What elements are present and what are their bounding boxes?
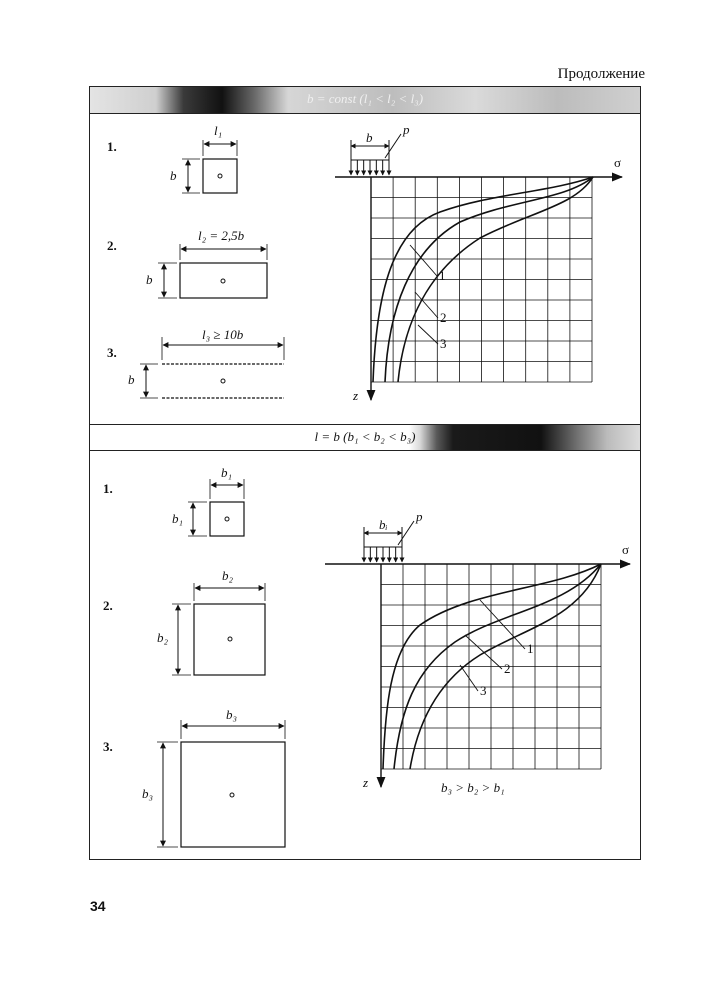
top-item-2-number: 2. [107,238,117,253]
top-footprint-1 [203,159,237,193]
bottom-grid [381,564,601,769]
bottom-curve-label-3: 3 [480,683,487,698]
top-curve-label-1: 1 [439,268,446,283]
bottom-curve-label-2: 2 [504,661,511,676]
top-curve-label-3: 3 [440,336,447,351]
continued-label: Продолжение [557,66,645,82]
top-item-3-number: 3. [107,345,117,360]
bottom-load-width-label: bᵢ [379,517,388,532]
top-stress-chart [330,120,640,410]
page-number: 34 [90,898,106,914]
bottom-item-2-width-label: b₂ [222,568,234,583]
top-item-1-height-label: b [170,168,177,183]
top-load [351,134,401,175]
bottom-item-3-height-label: b₃ [142,786,154,801]
bottom-footprint-2 [194,604,265,675]
bottom-item-3-width-label: b₃ [226,707,238,722]
bottom-item-2-height-label: b₂ [157,630,169,645]
top-load-label: p [403,122,410,137]
top-footprint-2 [180,263,267,298]
bottom-item-2-number: 2. [103,598,113,613]
top-grid [371,177,592,382]
bottom-item-1-height-label: b₁ [172,511,184,526]
bottom-relation-label: b₃ > b₂ > b₁ [441,780,505,795]
bottom-footprint-1 [210,502,244,536]
bottom-item-3-number: 3. [103,739,113,754]
bottom-section-title: l = b (b₁ < b₂ < b₃) [314,429,416,444]
bottom-footprint-3 [181,742,285,847]
top-item-2-height-label: b [146,272,153,287]
bottom-curve-label-1: 1 [527,641,534,656]
top-sigma-label: σ [614,155,622,170]
top-z-label: z [353,388,359,403]
top-item-1-width-label: l₁ [214,123,223,138]
top-load-width-label: b [366,130,373,145]
bottom-load-label: p [416,510,423,524]
bottom-z-label: z [363,775,369,790]
top-item-2-width-label: l₂ = 2,5b [198,228,245,243]
bottom-item-1-width-label: b₁ [221,465,233,480]
top-curve-label-2: 2 [440,310,447,325]
bottom-item-1-number: 1. [103,481,113,496]
bottom-stress-chart [320,510,640,800]
top-section-title: b = const (l₁ < l₂ < l₃) [306,91,424,106]
bottom-load [364,521,414,562]
top-item-1-number: 1. [107,139,117,154]
top-item-3-width-label: l₃ ≥ 10b [202,327,244,342]
top-item-3-height-label: b [128,372,135,387]
bottom-sigma-label: σ [622,542,630,557]
